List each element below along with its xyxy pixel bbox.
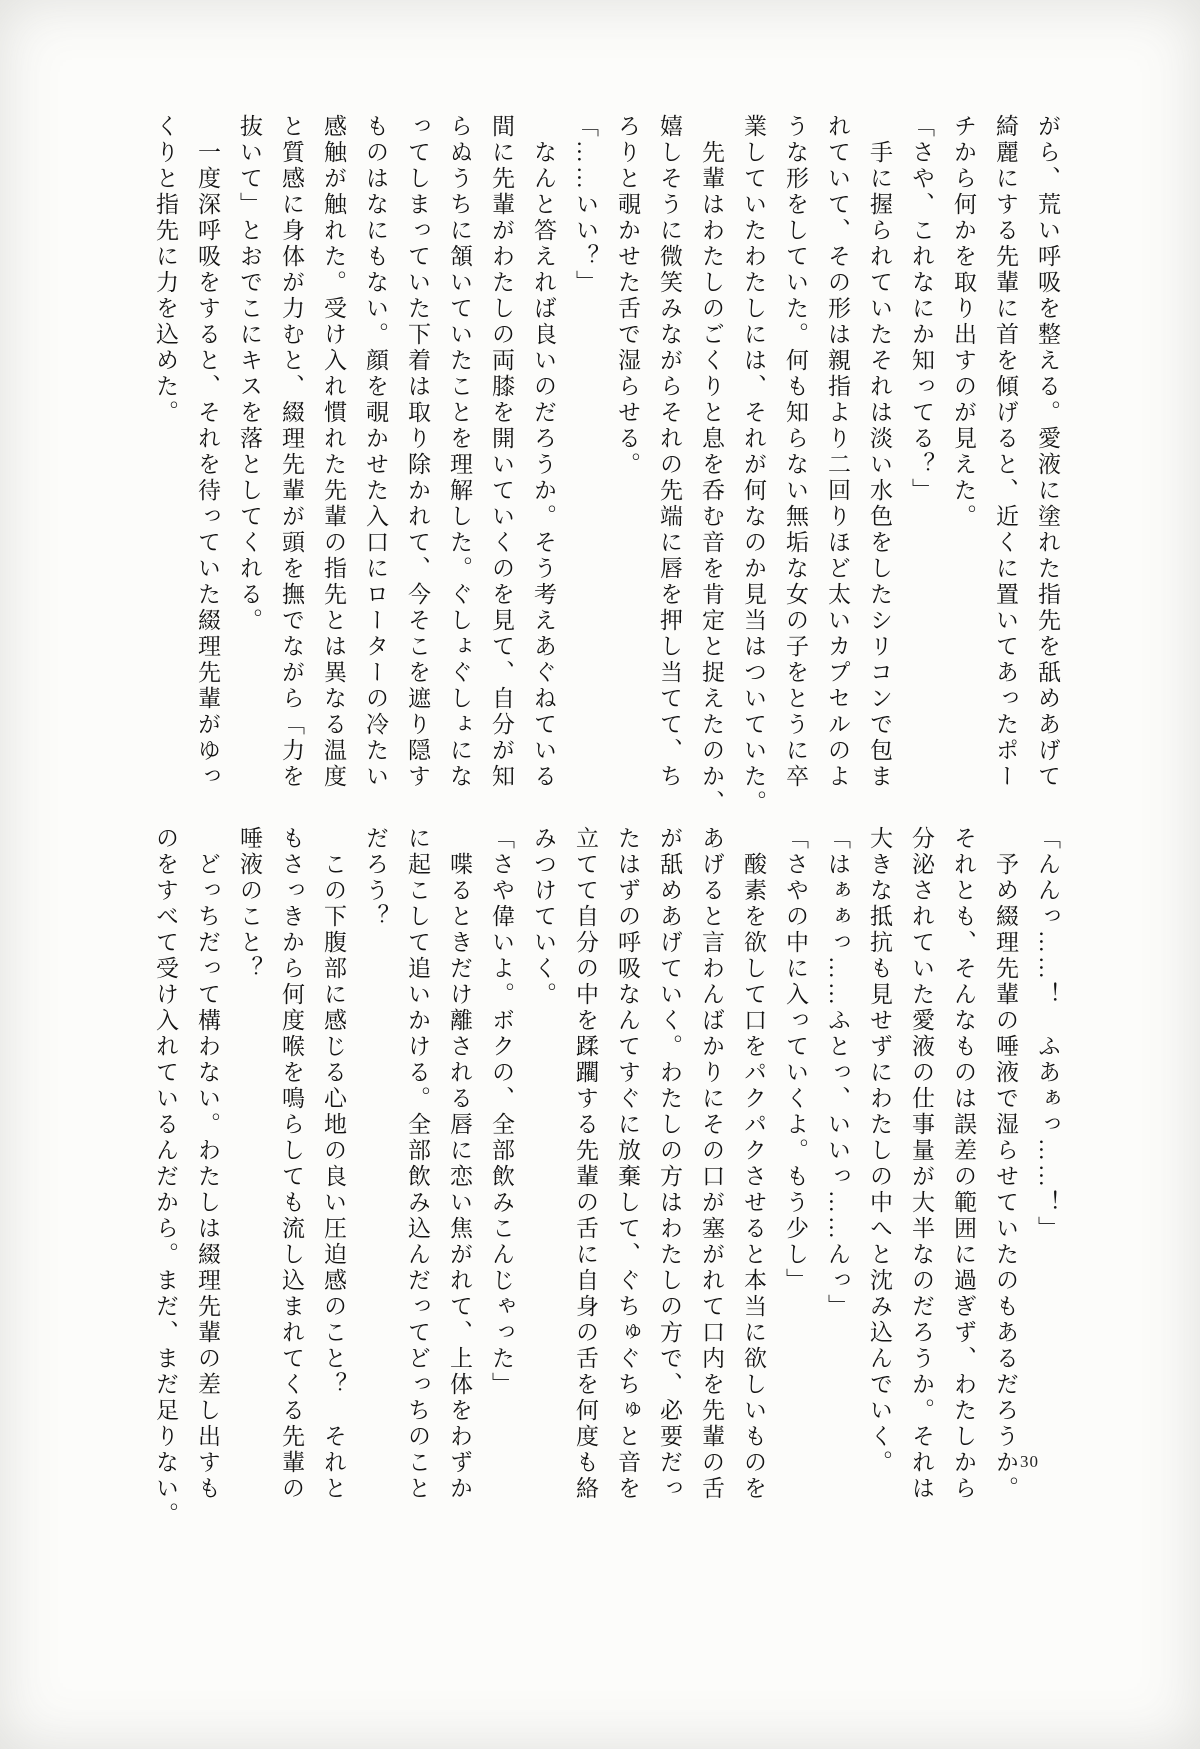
text-column: のをすべて受け入れているんだから。まだ、まだ足りない。	[153, 826, 178, 1528]
text-column: あげると言わんばかりにその口が塞がれて口内を先輩の舌	[699, 826, 724, 1502]
text-column: たはずの呼吸なんてすぐに放棄して、ぐちゅぐちゅと音を	[615, 826, 640, 1502]
text-column: れていて、その形は親指より二回りほど太いカプセルのよ	[825, 114, 850, 790]
text-column: くりと指先に力を込めた。	[153, 114, 178, 426]
text-column: 感触が触れた。受け入れ慣れた先輩の指先とは異なる温度	[321, 114, 346, 790]
page-number: 30	[1020, 1452, 1039, 1471]
text-column: がら、荒い呼吸を整える。愛液に塗れた指先を舐めあげて	[1035, 114, 1060, 790]
text-column: チから何かを取り出すのが見えた。	[951, 114, 976, 530]
passage-top	[144, 114, 1068, 859]
text-column: 予め綴理先輩の唾液で湿らせていたのもあるだろうか。	[993, 826, 1018, 1502]
text-column: 手に握られていたそれは淡い水色をしたシリコンで包ま	[867, 114, 892, 790]
text-column: が舐めあげていく。わたしの方はわたしの方で、必要だっ	[657, 826, 682, 1502]
text-column: に起こして追いかける。全部飲み込んだってどっちのこと	[405, 826, 430, 1502]
text-column: 「……いい？」	[573, 114, 598, 296]
text-column: 先輩はわたしのごくりと息を呑む音を肯定と捉えたのか、	[699, 114, 724, 816]
text-column: どっちだって構わない。わたしは綴理先輩の差し出すも	[195, 826, 220, 1502]
text-column: 「さやの中に入っていくよ。もう少し」	[783, 826, 808, 1294]
text-column: なんと答えれば良いのだろうか。そう考えあぐねている	[531, 114, 556, 790]
text-column: 酸素を欲して口をパクパクさせると本当に欲しいものを	[741, 826, 766, 1502]
text-column: らぬうちに頷いていたことを理解した。ぐしょぐしょにな	[447, 114, 472, 790]
text-column: それとも、そんなものは誤差の範囲に過ぎず、わたしから	[951, 826, 976, 1502]
text-column: 「さや、これなにか知ってる？」	[909, 114, 934, 504]
text-column: 綺麗にする先輩に首を傾げると、近くに置いてあったポー	[993, 114, 1018, 790]
text-column: 間に先輩がわたしの両膝を開いていくのを見て、自分が知	[489, 114, 514, 790]
text-column: 「んんっ……！ ふあぁっ……！」	[1035, 826, 1060, 1242]
text-column: 唾液のこと？	[237, 826, 262, 982]
text-column: 分泌されていた愛液の仕事量が大半なのだろうか。それは	[909, 826, 934, 1502]
text-column: 業していたわたしには、それが何なのか見当はついていた。	[741, 114, 766, 816]
text-column: だろう？	[363, 826, 388, 930]
text-column: ろりと覗かせた舌で湿らせる。	[615, 114, 640, 478]
text-column: 抜いて」とおでこにキスを落としてくれる。	[237, 114, 262, 634]
text-column: 「さや偉いよ。ボクの、全部飲みこんじゃった」	[489, 826, 514, 1398]
text-column: 立てて自分の中を蹂躙する先輩の舌に自身の舌を何度も絡	[573, 826, 598, 1502]
text-column: もさっきから何度喉を鳴らしても流し込まれてくる先輩の	[279, 826, 304, 1502]
text-column: 喋るときだけ離される唇に恋い焦がれて、上体をわずか	[447, 826, 472, 1502]
passage-bottom	[144, 826, 1068, 1531]
text-column: 一度深呼吸をすると、それを待っていた綴理先輩がゆっ	[195, 114, 220, 790]
text-column: みつけていく。	[531, 826, 556, 1008]
text-column: と質感に身体が力むと、綴理先輩が頭を撫でながら「力を	[279, 114, 304, 790]
text-column: うな形をしていた。何も知らない無垢な女の子をとうに卒	[783, 114, 808, 790]
text-column: ものはなにもない。顔を覗かせた入口にローターの冷たい	[363, 114, 388, 790]
text-column: この下腹部に感じる心地の良い圧迫感のこと？ それと	[321, 826, 346, 1502]
text-column: ってしまっていた下着は取り除かれて、今そこを遮り隠す	[405, 114, 430, 790]
text-column: 大きな抵抗も見せずにわたしの中へと沈み込んでいく。	[867, 826, 892, 1476]
text-column: 「はぁぁっ……ふとっ、いいっ……んっ」	[825, 826, 850, 1320]
text-column: 嬉しそうに微笑みながらそれの先端に唇を押し当てて、ち	[657, 114, 682, 790]
